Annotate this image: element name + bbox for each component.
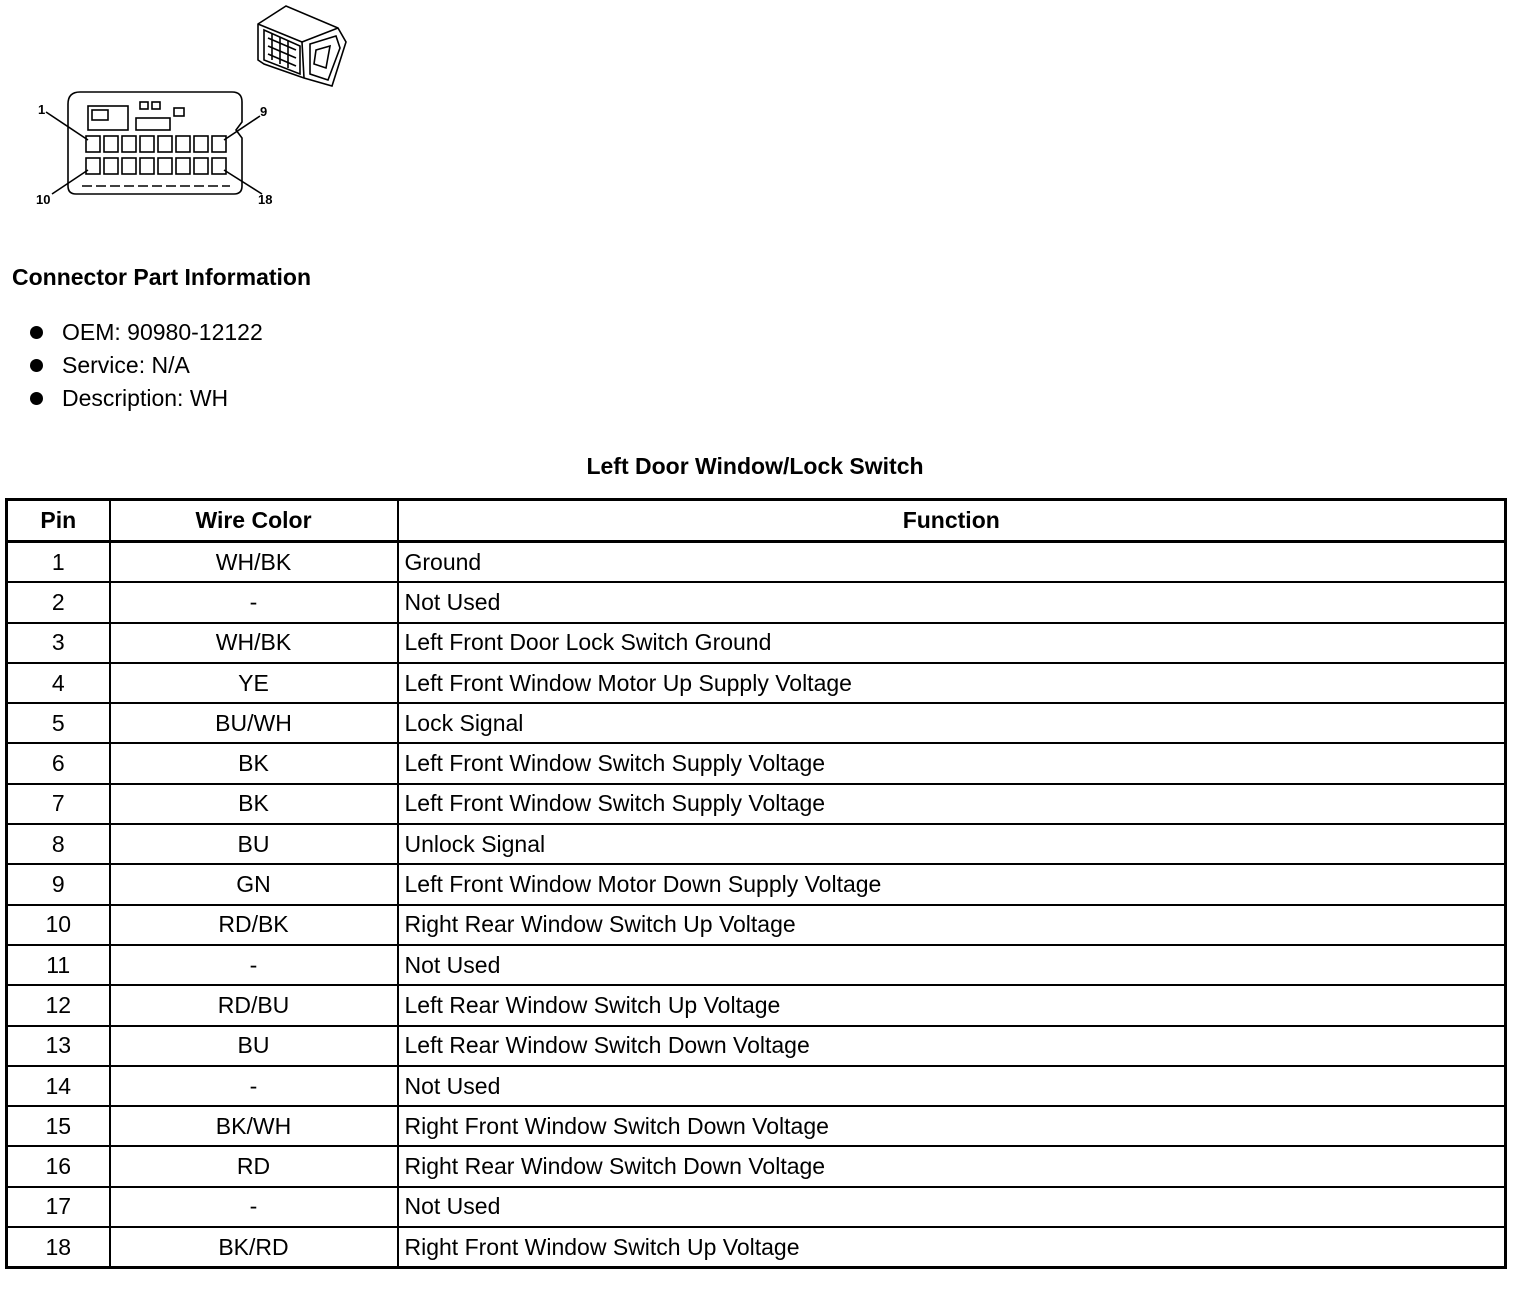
pin-cell: 14: [7, 1066, 110, 1106]
function-cell: Unlock Signal: [398, 824, 1506, 864]
table-row: [7, 582, 1506, 622]
function-cell: Right Front Window Switch Up Voltage: [398, 1227, 1506, 1268]
function-cell: Left Front Window Switch Supply Voltage: [398, 743, 1506, 783]
wire-color-cell: -: [110, 1066, 398, 1106]
pin-cell: 2: [7, 582, 110, 622]
part-info-text: Service: N/A: [62, 352, 190, 378]
wire-color-cell: BK: [110, 784, 398, 824]
function-cell: Left Front Window Motor Up Supply Voltage: [398, 663, 1506, 703]
function-cell: Lock Signal: [398, 703, 1506, 743]
table-row: [7, 985, 1506, 1025]
function-cell: Left Rear Window Switch Up Voltage: [398, 985, 1506, 1025]
part-info-oem: [26, 316, 263, 349]
part-info-heading: Connector Part Information: [12, 264, 312, 290]
table-row: [7, 542, 1506, 583]
pin-cell: 3: [7, 623, 110, 663]
pin-label-18: 18: [258, 192, 273, 207]
function-cell: Right Front Window Switch Down Voltage: [398, 1106, 1506, 1146]
table-row: [7, 1066, 1506, 1106]
wire-color-cell: BK: [110, 743, 398, 783]
wire-color-cell: GN: [110, 864, 398, 904]
connector-face-icon: [46, 92, 262, 194]
function-cell: Not Used: [398, 945, 1506, 985]
pin-cell: 18: [7, 1227, 110, 1268]
table-row: [7, 864, 1506, 904]
table-row: [7, 1146, 1506, 1186]
wire-color-cell: YE: [110, 663, 398, 703]
wire-color-cell: -: [110, 945, 398, 985]
pin-cell: 12: [7, 985, 110, 1025]
table-row: [7, 703, 1506, 743]
function-cell: Right Rear Window Switch Up Voltage: [398, 905, 1506, 945]
pinout-table: [5, 498, 1507, 1269]
table-row: [7, 1106, 1506, 1146]
wire-color-cell: BU: [110, 1026, 398, 1066]
wire-color-cell: BK/RD: [110, 1227, 398, 1268]
pin-cell: 13: [7, 1026, 110, 1066]
connector-3d-icon: [258, 6, 346, 86]
table-row: [7, 1227, 1506, 1268]
table-row: [7, 784, 1506, 824]
header-wire-color: Wire Color: [110, 500, 398, 542]
pin-cell: 17: [7, 1187, 110, 1227]
part-info-list: [26, 316, 263, 415]
function-cell: Right Rear Window Switch Down Voltage: [398, 1146, 1506, 1186]
pin-cell: 1: [7, 542, 110, 583]
function-cell: Not Used: [398, 1187, 1506, 1227]
table-row: [7, 743, 1506, 783]
pin-label-1: 1: [38, 102, 46, 117]
table-row: [7, 945, 1506, 985]
pin-cell: 8: [7, 824, 110, 864]
function-cell: Left Front Window Motor Down Supply Voltage: [398, 864, 1506, 904]
wire-color-cell: BK/WH: [110, 1106, 398, 1146]
function-cell: Left Front Window Switch Supply Voltage: [398, 784, 1506, 824]
pin-cell: 9: [7, 864, 110, 904]
wire-color-cell: -: [110, 582, 398, 622]
function-cell: Ground: [398, 542, 1506, 583]
wire-color-cell: -: [110, 1187, 398, 1227]
wire-color-cell: RD/BK: [110, 905, 398, 945]
function-cell: Not Used: [398, 1066, 1506, 1106]
table-row: [7, 1026, 1506, 1066]
table-header-row: [7, 500, 1506, 542]
table-row: [7, 663, 1506, 703]
wire-color-cell: WH/BK: [110, 623, 398, 663]
wire-color-cell: BU/WH: [110, 703, 398, 743]
table-row: [7, 623, 1506, 663]
header-function: Function: [398, 500, 1506, 542]
wire-color-cell: RD/BU: [110, 985, 398, 1025]
pin-cell: 5: [7, 703, 110, 743]
bullet-icon: [30, 326, 43, 339]
connector-diagram: [0, 0, 360, 215]
table-title: Left Door Window/Lock Switch: [586, 453, 924, 479]
table-row: [7, 905, 1506, 945]
pin-cell: 15: [7, 1106, 110, 1146]
function-cell: Left Rear Window Switch Down Voltage: [398, 1026, 1506, 1066]
pin-cell: 16: [7, 1146, 110, 1186]
bullet-icon: [30, 392, 43, 405]
pin-cell: 7: [7, 784, 110, 824]
header-pin: Pin: [7, 500, 110, 542]
pin-label-9: 9: [260, 104, 268, 119]
pin-label-10: 10: [36, 192, 51, 207]
function-cell: Not Used: [398, 582, 1506, 622]
function-cell: Left Front Door Lock Switch Ground: [398, 623, 1506, 663]
wire-color-cell: BU: [110, 824, 398, 864]
wire-color-cell: RD: [110, 1146, 398, 1186]
pin-cell: 6: [7, 743, 110, 783]
pin-cell: 4: [7, 663, 110, 703]
table-row: [7, 824, 1506, 864]
pin-cell: 11: [7, 945, 110, 985]
part-info-description: [26, 382, 263, 415]
part-info-text: OEM: 90980-12122: [62, 319, 263, 345]
table-row: [7, 1187, 1506, 1227]
part-info-text: Description: WH: [62, 385, 229, 411]
bullet-icon: [30, 359, 43, 372]
wire-color-cell: WH/BK: [110, 542, 398, 583]
pin-cell: 10: [7, 905, 110, 945]
part-info-service: [26, 349, 263, 382]
